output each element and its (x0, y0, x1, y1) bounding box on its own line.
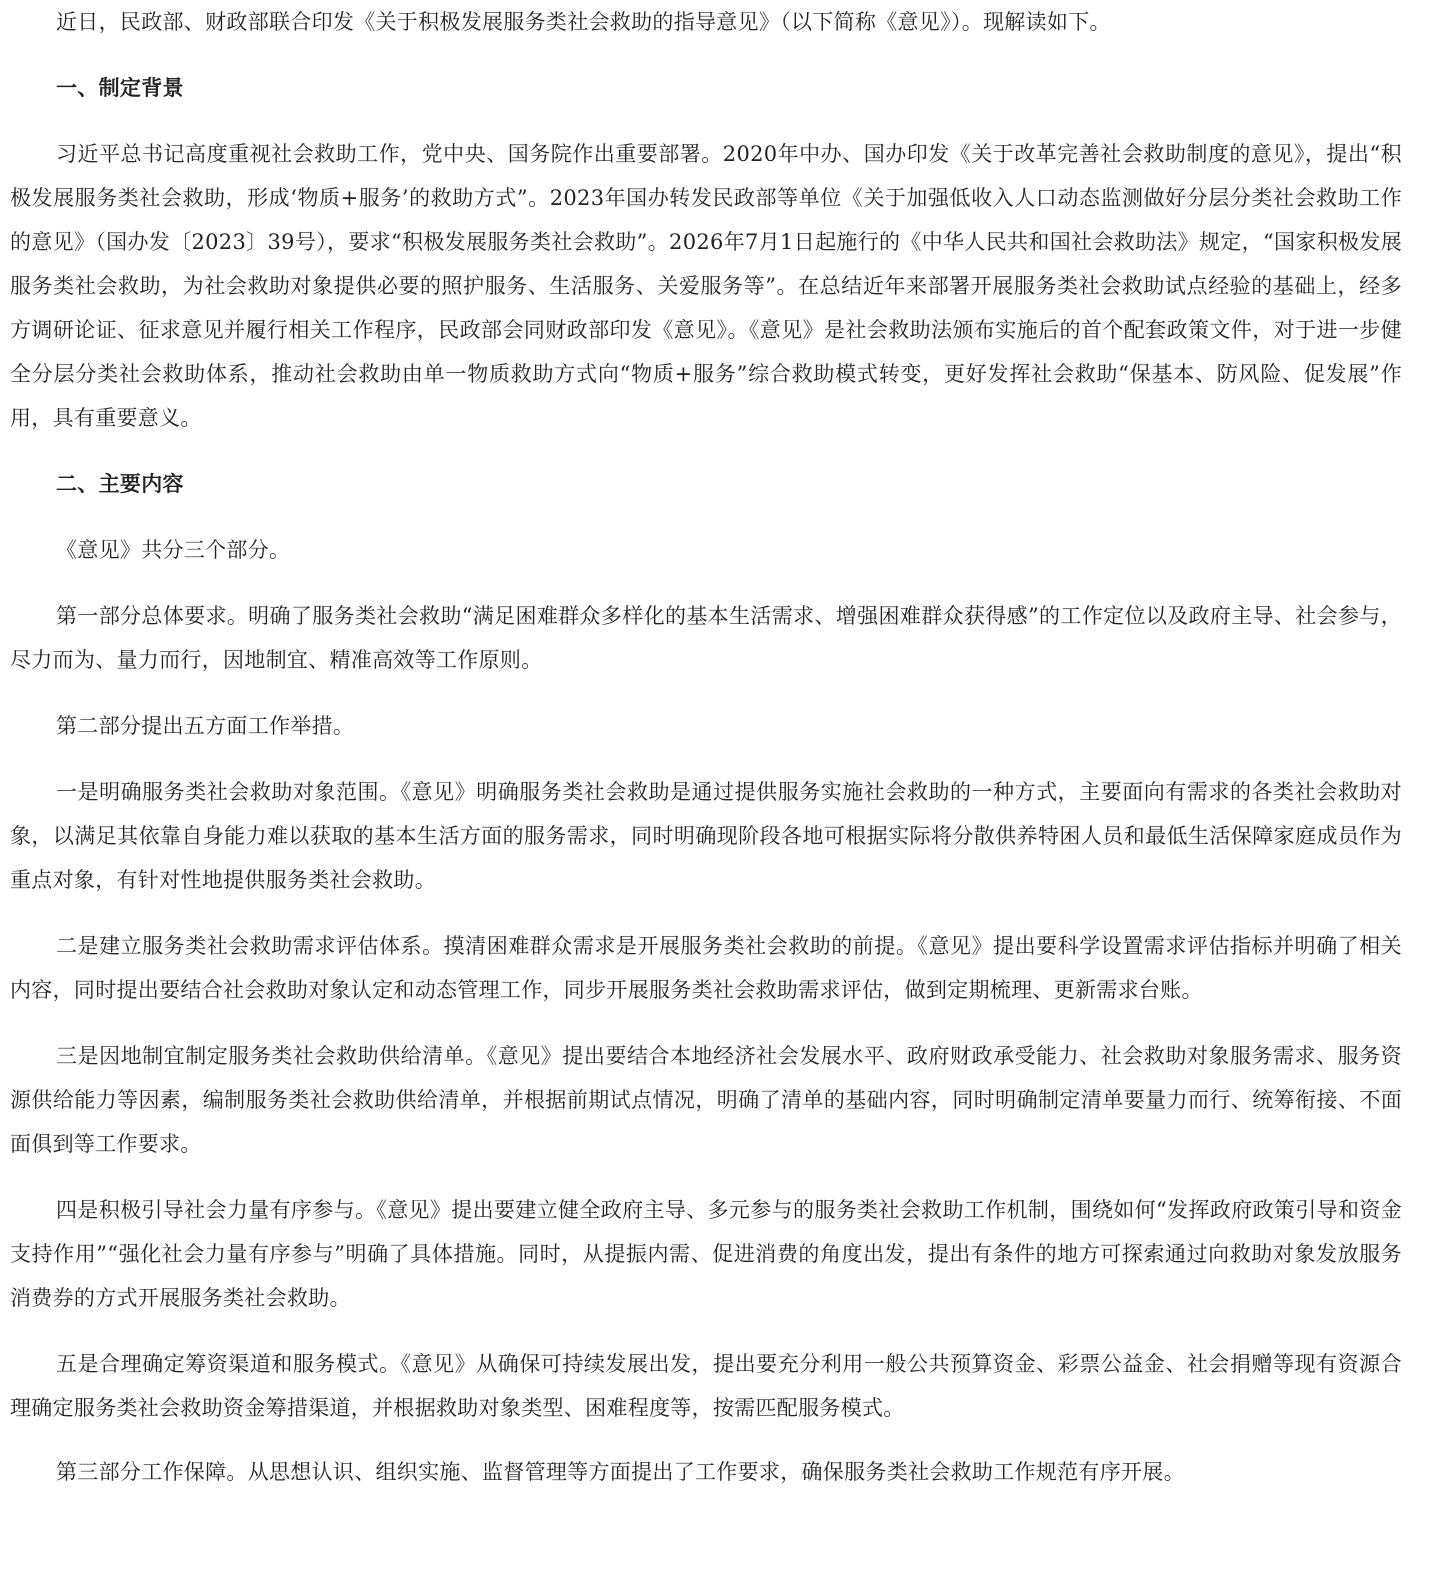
paragraph-background: 习近平总书记高度重视社会救助工作，党中央、国务院作出重要部署。2020年中办、国办印发《关于改革完善社会救助制度的意见》，提出“积极发展服务类社会救助，形成‘物质+服务’的救助方式”。2023年国办转发民政部等单位《关于加强低收入人口动态监测做好分层分类社会救助工作的意见》（国办发〔2023〕39号），要求“积极发展服务类社会救助”。2026年7月1日起施行的《中华人民共和国社会救助法》规定，“国家积极发展服务类社会救助，为社会救助对象提供必要的照护服务、生活服务、关爱服务等”。在总结近年来部署开展服务类社会救助试点经验的基础上，经多方调研论证、征求意见并履行相关工作程序，民政部会同财政部印发《意见》。《意见》是社会救助法颁布实施后的首个配套政策文件，对于进一步健全分层分类社会救助体系，推动社会救助由单一物质救助方式向“物质+服务”综合救助模式转变，更好发挥社会救助“保基本、防风险、促发展”作用，具有重要意义。 (10, 142, 1402, 430)
paragraph-measure-three: 三是因地制宜制定服务类社会救助供给清单。《意见》提出要结合本地经济社会发展水平、政府财政承受能力、社会救助对象服务需求、服务资源供给能力等因素，编制服务类社会救助供给清单，并根据前期试点情况，明确了清单的基础内容，同时明确制定清单要量力而行、统筹衔接、不面面俱到等工作要求。 (10, 1044, 1402, 1156)
paragraph-intro: 近日，民政部、财政部联合印发《关于积极发展服务类社会救助的指导意见》（以下简称《意见》）。现解读如下。 (56, 10, 1111, 34)
paragraph-measure-four: 四是积极引导社会力量有序参与。《意见》提出要建立健全政府主导、多元参与的服务类社会救助工作机制，围绕如何“发挥政府政策引导和资金支持作用”“强化社会力量有序参与”明确了具体措施。同时，从提振内需、促进消费的角度出发，提出有条件的地方可探索通过向救助对象发放服务消费券的方式开展服务类社会救助。 (10, 1198, 1402, 1310)
paragraph-measure-five: 五是合理确定筹资渠道和服务模式。《意见》从确保可持续发展出发，提出要充分利用一般公共预算资金、彩票公益金、社会捐赠等现有资源合理确定服务类社会救助资金筹措渠道，并根据救助对象类型、困难程度等，按需匹配服务模式。 (10, 1352, 1402, 1420)
paragraph-overview: 《意见》共分三个部分。 (56, 538, 291, 562)
section-heading-main-content: 二、主要内容 (56, 471, 184, 496)
paragraph-measure-two: 二是建立服务类社会救助需求评估体系。摸清困难群众需求是开展服务类社会救助的前提。《意见》提出要科学设置需求评估指标并明确了相关内容，同时提出要结合社会救助对象认定和动态管理工作，同步开展服务类社会救助需求评估，做到定期梳理、更新需求台账。 (10, 934, 1402, 1002)
paragraph-part-one: 第一部分总体要求。明确了服务类社会救助“满足困难群众多样化的基本生活需求、增强困难群众获得感”的工作定位以及政府主导、社会参与，尽力而为、量力而行，因地制宜、精准高效等工作原则。 (10, 604, 1402, 672)
paragraph-measure-one: 一是明确服务类社会救助对象范围。《意见》明确服务类社会救助是通过提供服务实施社会救助的一种方式，主要面向有需求的各类社会救助对象，以满足其依靠自身能力难以获取的基本生活方面的服务需求，同时明确现阶段各地可根据实际将分散供养特困人员和最低生活保障家庭成员作为重点对象，有针对性地提供服务类社会救助。 (10, 780, 1402, 892)
paragraph-part-two: 第二部分提出五方面工作举措。 (56, 714, 355, 738)
section-heading-background: 一、制定背景 (56, 75, 184, 100)
paragraph-part-three: 第三部分工作保障。从思想认识、组织实施、监督管理等方面提出了工作要求，确保服务类社会救助工作规范有序开展。 (56, 1460, 1185, 1484)
